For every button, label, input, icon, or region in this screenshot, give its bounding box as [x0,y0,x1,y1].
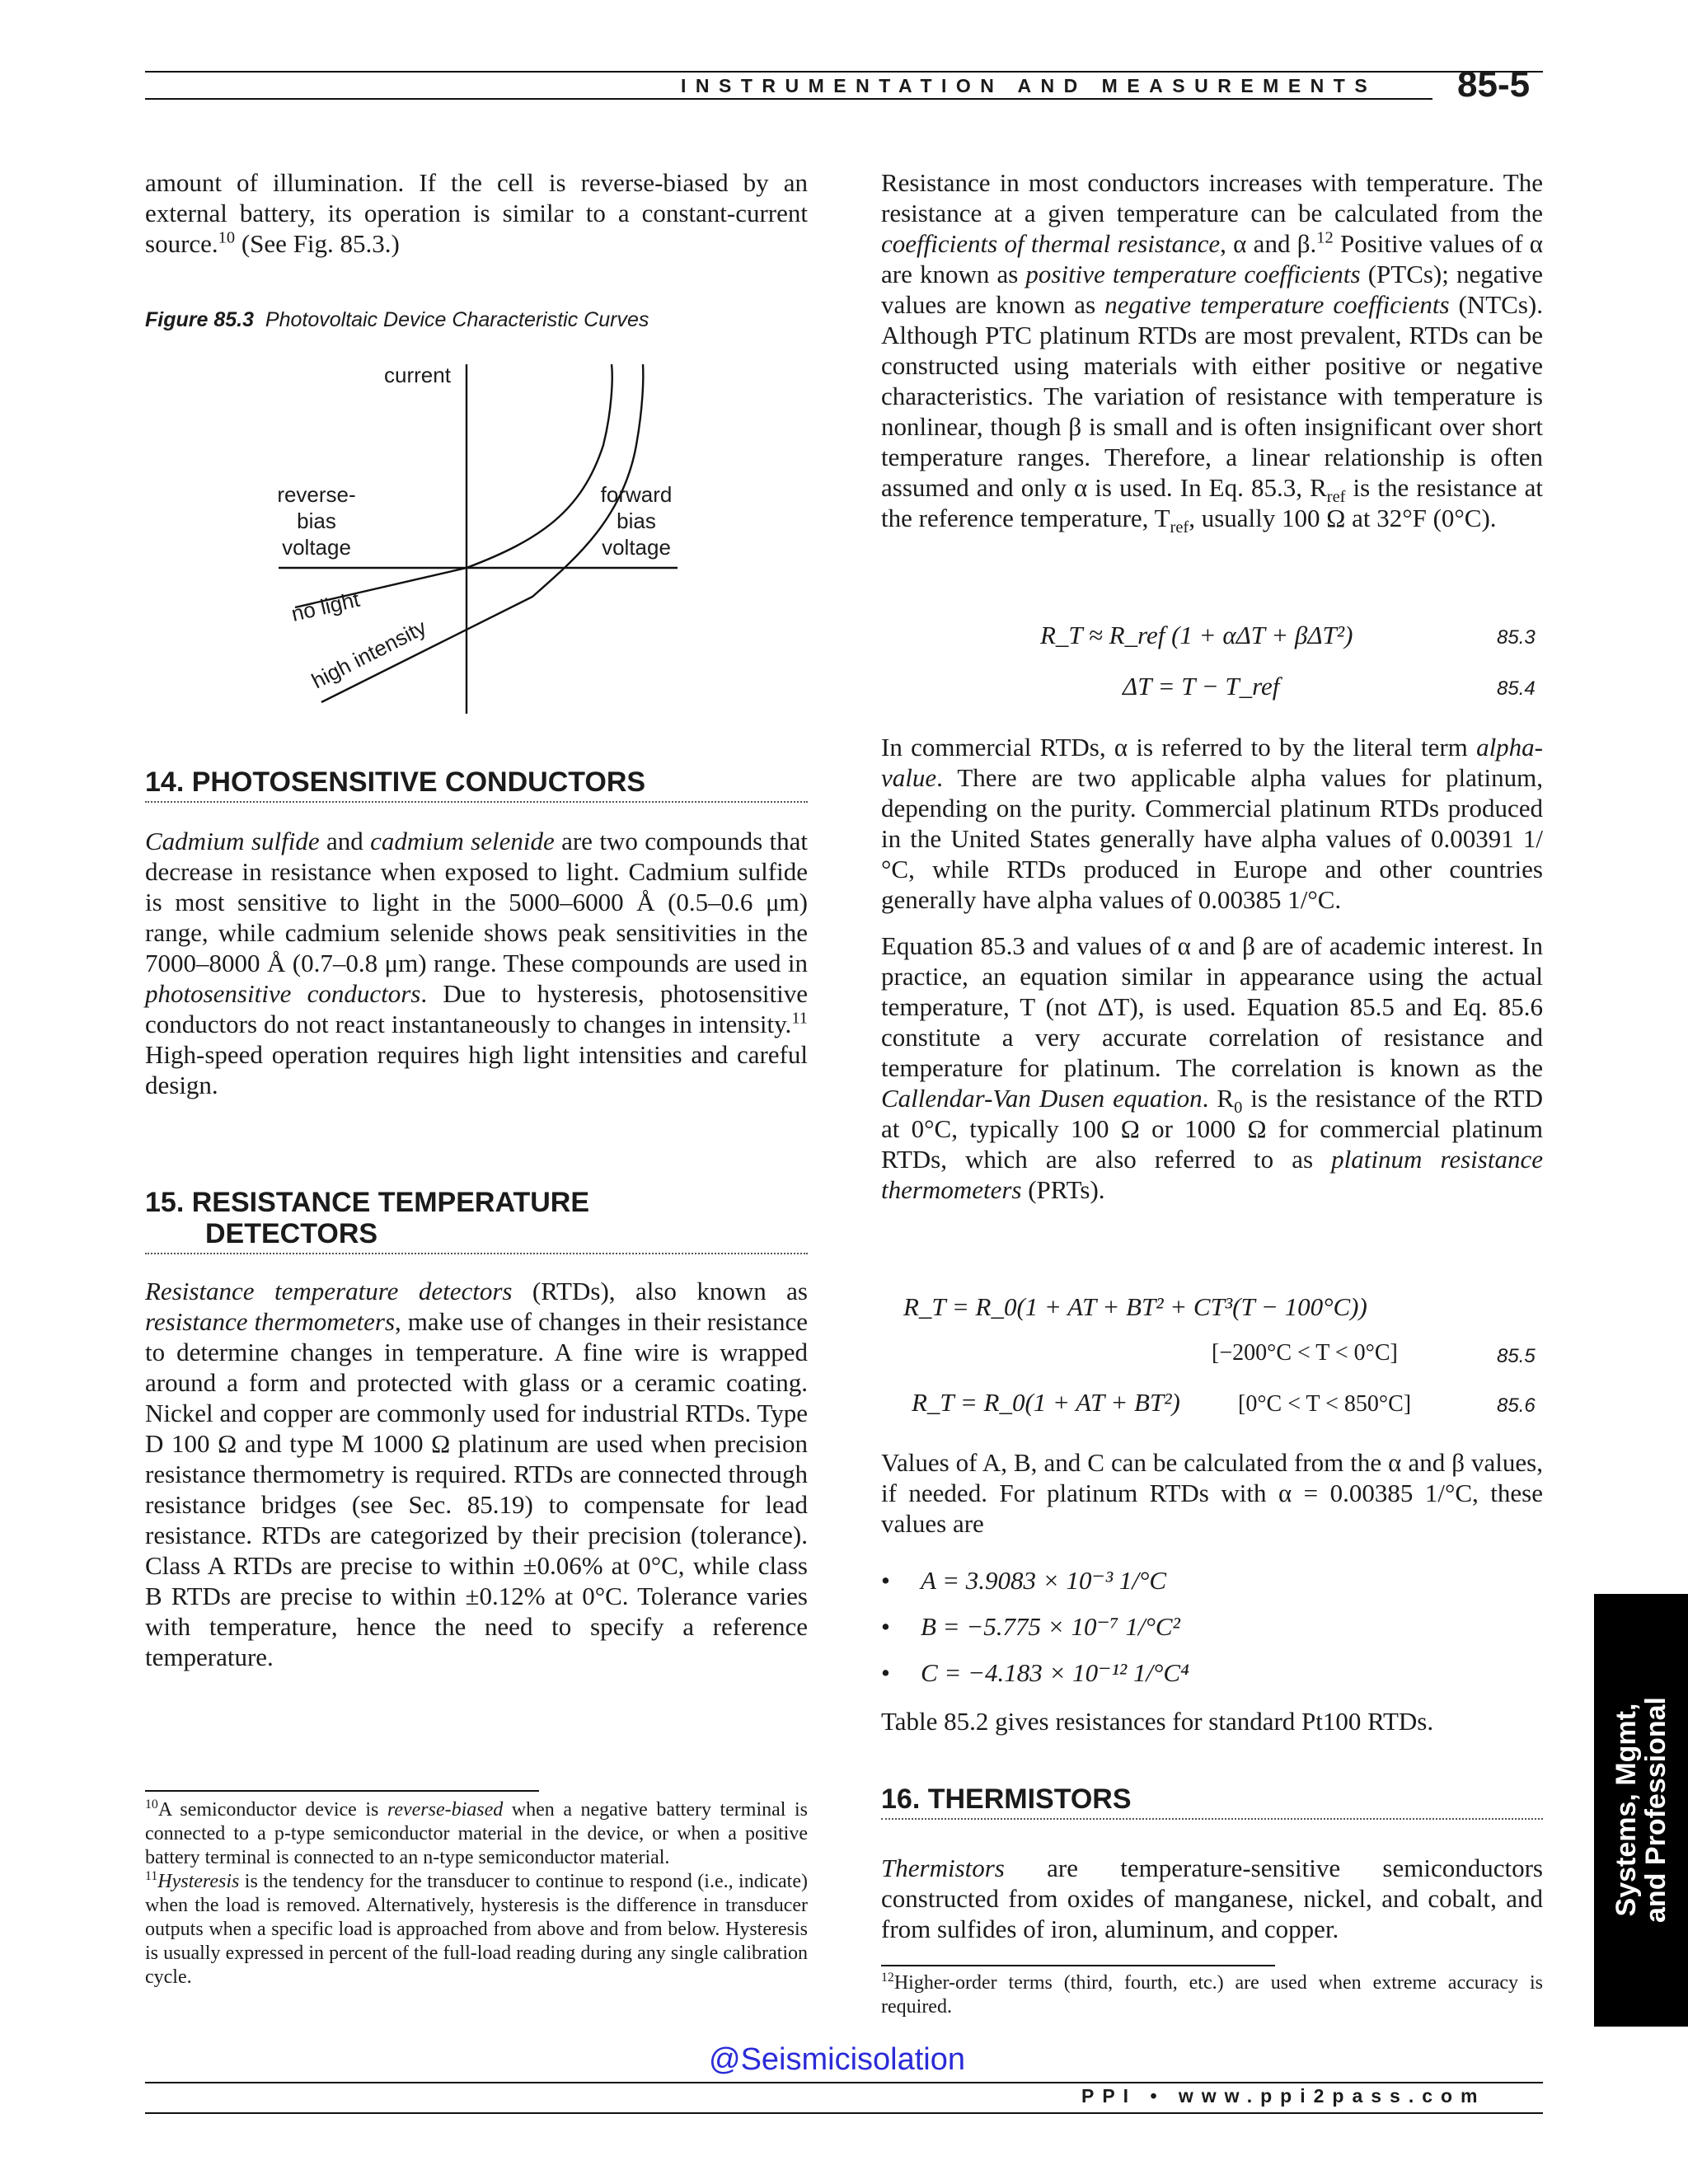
text: are two compounds that decrease in resistance when exposed to light. Cadmium sulfide is most sensitive to light in the 5000–6000 Å (0.5–0.6 μm) range, while cadmium selenide shows peak sensitivities in the 7000–8000 Å (0.7–0.8 μm) range. These compounds are used in [145,827,808,977]
right-para-1 [881,167,1543,549]
bullet-dot: • [881,1612,890,1641]
section-16-body [881,1853,1543,1960]
equation-85-5: R_T = R_0(1 + AT + BT² + CT³(T − 100°C)) [903,1292,1367,1321]
left-footnotes [145,1798,808,1990]
term-ntc: negative temperature coefficients [1104,290,1450,319]
text: Values of A, B, and C can be calculated from the α and β values, if needed. For platinum RTDs with α = 0.00385 1/°C, these values are [881,1448,1543,1538]
bullet-a-text: A = 3.9083 × 10⁻³ 1/°C [921,1566,1167,1595]
section-side-tab [1594,1594,1688,2027]
footer-rule-top [145,2082,1543,2083]
section-15-body [145,1276,808,1688]
photovoltaic-figure [145,346,821,725]
text: (PRTs). [1021,1175,1105,1204]
intro-text: amount of illumination. If the cell is reverse-biased by an external battery, its operation is similar to a constant-current source. [145,168,808,258]
text: ref [1170,518,1189,537]
section-15-heading [145,1187,808,1254]
left-label-2: bias [297,509,336,533]
side-tab-line1: Systems, Mgmt, [1611,1703,1642,1917]
text: (RTDs), also known as [512,1277,808,1305]
y-axis-label: current [384,363,451,387]
equation-85-5-range: [−200°C < T < 0°C] [1212,1340,1398,1366]
bullet-b [881,1612,1180,1642]
term-rtd: Resistance temperature detectors [145,1277,513,1305]
text: . There are two applicable alpha values for platinum, depending on the purity. Commercial platinum RTDs produced in the United States generally have alpha values of 0.00391 1/°C, while RTDs produced in Europe and other countries generally have alpha values of 0.00385 1/°C. [881,763,1543,914]
left-footnote-rule [145,1790,539,1792]
running-title: INSTRUMENTATION AND MEASUREMENTS [681,75,1377,96]
text: , usually 100 Ω at 32°F (0°C). [1189,504,1497,532]
text: (NTCs). Although PTC platinum RTDs are most prevalent, RTDs can be constructed using materials with either positive or negative characteristics. The variation of resistance with temperature is nonlinear, though β is small and is often insignificant over short temperature ranges. Therefore, a linear relationship is often assumed and only α is used. In Eq. 85.3, R [881,290,1544,502]
term-resistance-thermometers: resistance thermometers [145,1307,396,1336]
right-para-4 [881,1447,1543,1554]
bullet-c [881,1658,1189,1688]
intro-tail: (See Fig. 85.3.) [235,229,400,258]
term-ptc: positive temperature coefficients [1025,260,1361,288]
text: . Due to hysteresis, photosensitive conductors do not react instantaneously to changes in intensity. [145,979,808,1038]
equation-85-3: R_T ≈ R_ref (1 + αΔT + βΔT²) [1040,621,1353,649]
right-para-2-3 [881,732,1543,1221]
left-label-1: reverse- [277,482,356,507]
text: , α and β. [1220,229,1317,258]
text: . R [1202,1084,1235,1113]
text: are temperature-sensitive semiconductors constructed from oxides of manganese, nickel, and cobalt, and from sulfides of iron, aluminum, and copper. [881,1854,1543,1943]
figure-label: Figure 85.3 [145,308,254,331]
text: is the resistance at the reference temperature, T [881,473,1544,532]
term-alpha-value: alpha-value [881,733,1543,792]
bullet-b-text: B = −5.775 × 10⁻⁷ 1/°C² [921,1612,1180,1641]
text: and [319,827,371,855]
term-photosensitive-conductors: photosensitive conductors [145,979,421,1008]
text: when a negative battery terminal is connected to a p-type semiconductor material in the device, or when a positive battery terminal is connected to an n-type semiconductor material. [145,1799,808,1868]
text: Equation 85.3 and values of α and β are of academic interest. In practice, an equation similar in appearance using the actual temperature, T (not ΔT), is used. Equation 85.5 and Eq. 85.6 constitute a very accurate correlation of resistance and temperature for platinum. The correlation is known as the [881,931,1543,1082]
equation-number-85-6: 85.6 [1497,1394,1536,1417]
term-callendar-van-dusen: Callendar-Van Dusen equation [881,1084,1203,1113]
section-15-heading-line1: 15. RESISTANCE TEMPERATURE [145,1187,590,1218]
equation-85-6-range: [0°C < T < 850°C] [1238,1391,1412,1417]
footer-url: PPI • www.ppi2pass.com [1081,2085,1486,2107]
section-16-heading: 16. THERMISTORS [881,1783,1543,1820]
footnote-11 [145,1870,808,1990]
right-label-3: voltage [602,535,671,560]
text: is the resistance of the RTD at 0°C, typically 100 Ω or 1000 Ω for commercial platinum RTDs, which are also referred to as [881,1084,1543,1174]
bullet-c-text: C = −4.183 × 10⁻¹² 1/°C⁴ [921,1658,1189,1687]
curve-label-high-intensity: high intensity [307,614,430,694]
equation-85-6: R_T = R_0(1 + AT + BT²) [912,1388,1180,1417]
term-cadmium-sulfide: Cadmium sulfide [145,827,320,855]
section-14-heading: 14. PHOTOSENSITIVE CONDUCTORS [145,766,808,803]
equation-number-85-5: 85.5 [1497,1345,1536,1367]
watermark-text: @Seismicisolation [709,2042,966,2077]
footnote-ref-11: 11 [791,1009,808,1028]
left-intro [145,167,808,274]
bullet-dot: • [881,1566,890,1595]
text: , make use of changes in their resistance to determine changes in temperature. A fine wire is wrapped around a form and protected with glass or a ceramic coating. Nickel and copper are commonly used for industrial RTDs. Type D 100 Ω and type M 1000 Ω platinum are used when precision resistance thermometry is required. RTDs are connected through resistance bridges (see Sec. 85.19) to compensate for lead resistance. RTDs are categorized by their precision (tolerance). Class A RTDs are precise to within ±0.06% at 0°C, while class B RTDs are precise to within ±0.12% at 0°C. Tolerance varies with temperature, hence the need to specify a reference temperature. [145,1307,808,1671]
left-label-3: voltage [282,535,351,560]
text: Table 85.2 gives resistances for standard Pt100 RTDs. [881,1707,1434,1736]
term-coefficients: coefficients of thermal resistance [881,229,1221,258]
text: 0 [1234,1099,1243,1118]
figure-caption [145,308,649,332]
text: (PTCs); negative values are known as [881,260,1543,319]
equation-85-4: ΔT = T − T_ref [1123,672,1280,701]
footnote-12 [881,1971,1543,2019]
footer-rule-bottom [145,2112,1543,2114]
footnote-10 [145,1798,808,1870]
footnote-ref-10: 10 [218,228,236,247]
page-number: 85-5 [1457,64,1531,105]
term-thermistors: Thermistors [881,1854,1005,1882]
text: A semiconductor device is [157,1799,387,1821]
equation-number-85-3: 85.3 [1497,626,1536,649]
header-rule-top [145,71,1543,73]
right-para-5 [881,1706,1543,1752]
curve-label-no-light: no light [288,586,363,626]
text: Hysteresis [157,1871,240,1892]
term-cadmium-selenide: cadmium selenide [370,827,555,855]
fn12-num: 12 [881,1971,894,1985]
text: Positive values of α are known as [881,229,1544,288]
fn11-num: 11 [145,1869,158,1883]
header-rule-bottom [145,98,1432,100]
footnote-ref-12: 12 [1316,228,1334,247]
right-label-2: bias [617,509,656,533]
bullet-a [881,1566,1166,1596]
text: is the tendency for the transducer to continue to respond (i.e., indicate) when the load is removed. Alternatively, hysteresis is the difference in transducer outputs when a specific load is approached from above and from below. Hysteresis is usually expressed in percent of the full-load reading during any single calibration cycle. [145,1871,808,1988]
text: In commercial RTDs, α is referred to by the literal term [881,733,1477,762]
side-tab-line2: and Professional [1640,1697,1672,1923]
text: reverse-biased [387,1799,504,1821]
text: Higher-order terms (third, fourth, etc.) are used when extreme accuracy is required. [881,1972,1543,2018]
section-15-heading-line2: DETECTORS [205,1218,378,1249]
section-14-body [145,826,808,1116]
right-label-1: forward [600,482,673,507]
term-prt: platinum resistance thermometers [881,1145,1543,1204]
figure-title: Photovoltaic Device Characteristic Curves [265,308,649,331]
side-tab-text [1611,1697,1671,1923]
text: High-speed operation requires high light intensities and careful design. [145,1040,808,1099]
bullet-dot: • [881,1658,890,1687]
right-footnote-rule [881,1965,1275,1966]
text: Resistance in most conductors increases with temperature. The resistance at a given temperature can be calculated from the [881,168,1543,227]
text: ref [1326,488,1346,507]
equation-number-85-4: 85.4 [1497,677,1536,700]
fn10-num: 10 [145,1797,158,1811]
